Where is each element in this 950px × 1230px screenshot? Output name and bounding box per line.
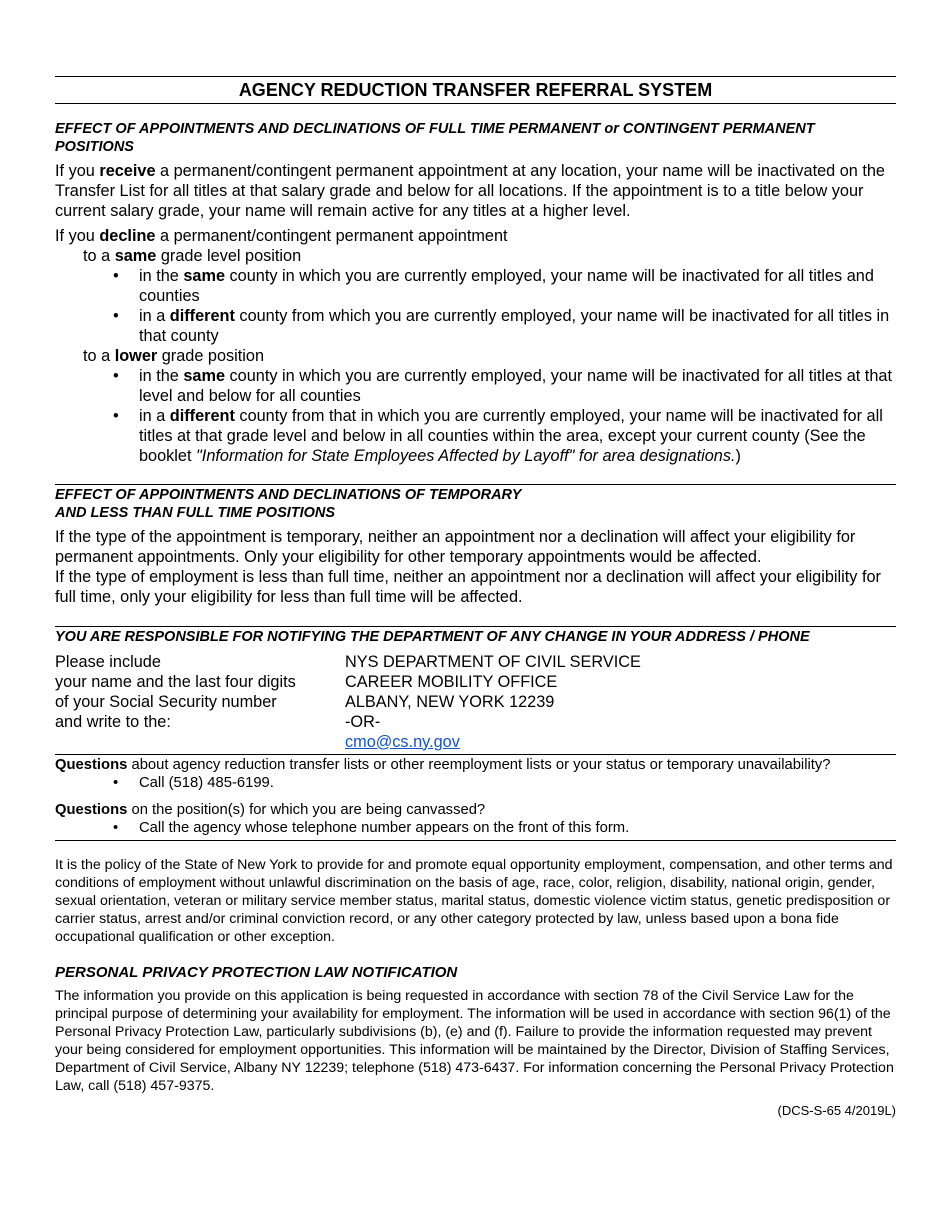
question-1-list [55, 774, 896, 792]
form-number: (DCS-S-65 4/2019L) [777, 1103, 896, 1118]
privacy-section [55, 964, 896, 1096]
temporary-paragraph: If the type of the appointment is temporary, neither an appointment nor a declination will affect your eligibility for permanent appointments. Only your eligibility for other temporary appointments would be affected. [55, 528, 856, 566]
address-instructions: Please include your name and the last four digits of your Social Security number and write to the: [55, 652, 296, 731]
section-heading-privacy: PERSONAL PRIVACY PROTECTION LAW NOTIFICATION [55, 963, 458, 981]
section-full-time [55, 121, 896, 466]
section-heading-temporary: EFFECT OF APPOINTMENTS AND DECLINATIONS OF TEMPORARY AND LESS THAN FULL TIME POSITIONS [55, 487, 522, 521]
list-item: • Call (518) 485-6199. [113, 774, 274, 791]
questions-section [55, 756, 896, 837]
list-item: • in the same county in which you are currently employed, your name will be inactivated for all titles and counties [113, 267, 874, 305]
address-block [55, 652, 896, 752]
document-title: AGENCY REDUCTION TRANSFER REFERRAL SYSTEM [55, 76, 896, 104]
bullet-icon: • [113, 774, 119, 791]
section-heading-address: YOU ARE RESPONSIBLE FOR NOTIFYING THE DEPARTMENT OF ANY CHANGE IN YOUR ADDRESS / PHONE [55, 629, 810, 645]
booklet-reference: "Information for State Employees Affected by Layoff" for area designations. [196, 447, 736, 465]
divider [55, 840, 896, 841]
same-grade-list [55, 266, 896, 346]
email-link[interactable]: cmo@cs.ny.gov [345, 732, 460, 751]
question-2: Questions on the position(s) for which you are being canvassed? [55, 801, 486, 818]
bullet-icon: • [113, 307, 119, 325]
list-item: • in the same county in which you are currently employed, your name will be inactivated for all titles at that level and below for all counties [113, 367, 892, 405]
bullet-icon: • [113, 819, 119, 836]
divider [55, 754, 896, 755]
question-2-list [55, 819, 896, 837]
list-item: • Call the agency whose telephone number appears on the front of this form. [113, 819, 630, 836]
decline-paragraph: If you decline a permanent/contingent permanent appointment [55, 227, 508, 245]
part-time-paragraph: If the type of employment is less than full time, neither an appointment nor a declination will affect your eligibility for full time, only your eligibility for less than full time will be affected. [55, 568, 881, 606]
same-grade-label: to a same grade level position [83, 247, 302, 265]
list-item: • in a different county from which you are currently employed, your name will be inactivated for all titles in that county [113, 307, 890, 345]
section-address [55, 629, 896, 752]
section-temporary [55, 487, 896, 607]
equal-opportunity-policy: It is the policy of the State of New York to provide for and promote equal opportunity employment, compensation, and other terms and conditions of employment without unlawful discrimination on the basis of age, race, color, religion, disability, national origin, gender, sexual orientation, veteran or military service member status, marital status, domestic violence victim status, genetic predisposition or carrier status, arrest and/or criminal conviction record, or any other category protected by law, unless based upon a bona fide occupational qualification or other exception. [55, 856, 893, 945]
privacy-paragraph: The information you provide on this application is being requested in accordance with section 78 of the Civil Service Law for the principal purpose of determining your availability for employment. The information will be used in accordance with section 96(1) of the Personal Privacy Protection Law, particularly subdivisions (b), (e) and (f). Failure to provide the information requested may prevent your being considered for employment opportunities. This information will be maintained by the Director, Division of Staffing Services, Department of Civil Service, Albany NY 12239; telephone (518) 473-6437. For information concerning the Personal Privacy Protection Law, call (518) 457-9375. [55, 988, 894, 1094]
bullet-icon: • [113, 267, 119, 285]
list-item: • in a different county from that in which you are currently employed, your name will be inactivated for all titles at that grade level and below in all counties within the area, except your current county (See the booklet "Information for State Employees Affected by Layoff" for area designations.) [113, 407, 883, 465]
lower-grade-label: to a lower grade position [83, 347, 265, 365]
section-heading-full-time: EFFECT OF APPOINTMENTS AND DECLINATIONS OF FULL TIME PERMANENT or CONTINGENT PERMANENT POSITIONS [55, 121, 815, 155]
receive-paragraph: If you receive a permanent/contingent permanent appointment at any location, your name will be inactivated on the Transfer List for all titles at that salary grade and below for all locations. If the appointment is to a title below your current salary grade, your name will remain active for any titles at a higher level. [55, 162, 885, 220]
bullet-icon: • [113, 407, 119, 425]
document-page [55, 76, 896, 1118]
divider [55, 626, 896, 627]
bullet-icon: • [113, 367, 119, 385]
lower-grade-list [55, 366, 896, 466]
question-1: Questions about agency reduction transfer lists or other reemployment lists or your status or temporary unavailability? [55, 756, 831, 773]
divider [55, 484, 896, 485]
mailing-address: NYS DEPARTMENT OF CIVIL SERVICE CAREER MOBILITY OFFICE ALBANY, NEW YORK 12239 -OR- cmo@cs.ny.gov [345, 652, 641, 751]
